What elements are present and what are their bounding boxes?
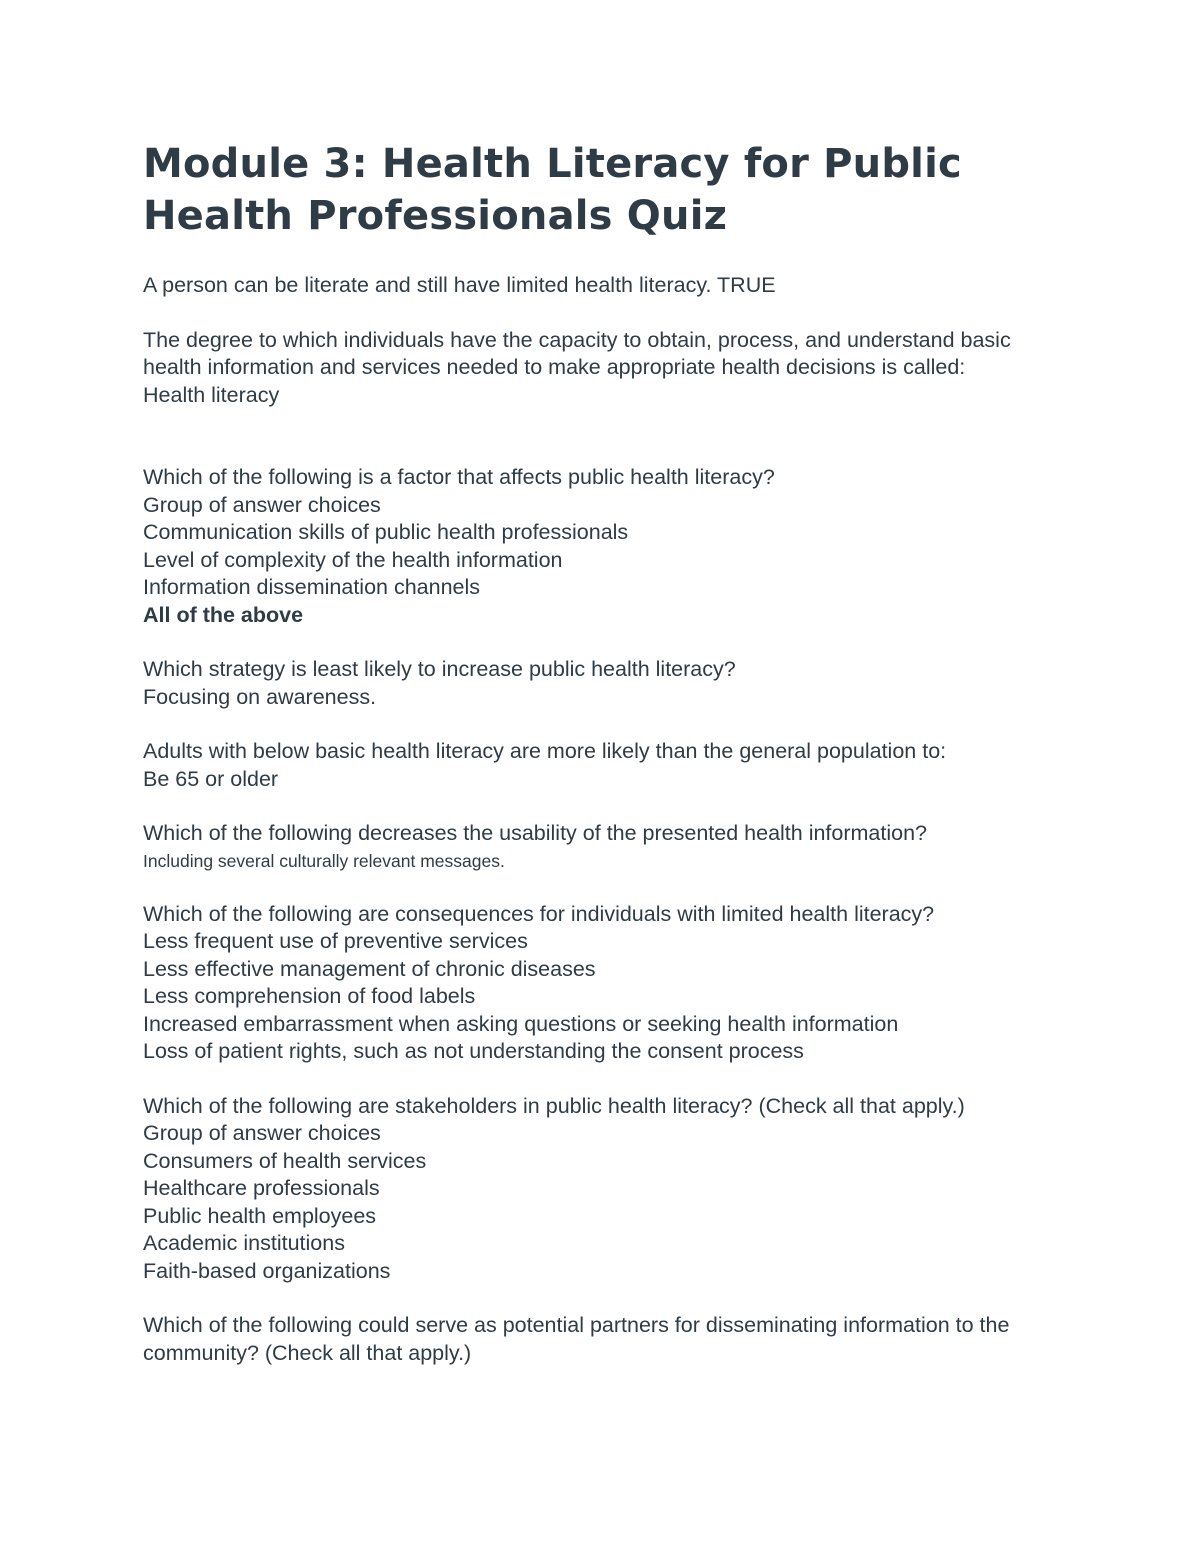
question-6-answer: Including several culturally relevant messages.	[143, 850, 505, 871]
question-8-choice: Healthcare professionals	[143, 1176, 380, 1200]
question-3-answer: All of the above	[143, 602, 304, 627]
question-5-answer: Be 65 or older	[143, 766, 279, 791]
question-8-choice: Group of answer choices	[143, 1121, 381, 1145]
question-1-text: A person can be literate and still have limited health literacy. TRUE	[143, 273, 776, 297]
question-7-choice: Loss of patient rights, such as not understanding the consent process	[143, 1039, 804, 1063]
question-7-choice: Less effective management of chronic diseases	[143, 956, 596, 981]
question-9	[143, 1312, 1073, 1367]
question-7-choice: Less frequent use of preventive services	[143, 929, 528, 953]
document-page	[143, 138, 1073, 1394]
question-8-choice: Academic institutions	[143, 1231, 345, 1255]
question-7-choice: Increased embarrassment when asking questions or seeking health information	[143, 1011, 899, 1036]
question-4-text: Which strategy is least likely to increase public health literacy?	[143, 657, 736, 681]
question-2-answer: Health literacy	[143, 382, 280, 407]
question-5	[143, 738, 1073, 793]
document-title: Module 3: Health Literacy for Public Health Professionals Quiz	[143, 141, 962, 239]
question-8-choice: Consumers of health services	[143, 1148, 427, 1173]
question-6-text: Which of the following decreases the usability of the presented health information?	[143, 821, 928, 845]
question-8-choice: Faith-based organizations	[143, 1258, 391, 1283]
question-3	[143, 464, 1073, 629]
question-8-text: Which of the following are stakeholders in public health literacy? (Check all that apply.)	[143, 1093, 965, 1118]
question-8	[143, 1093, 1073, 1286]
question-3-choice: Communication skills of public health professionals	[143, 520, 629, 544]
question-9-text: Which of the following could serve as potential partners for disseminating information to the community? (Check all that apply.)	[143, 1313, 1010, 1365]
question-2	[143, 327, 1073, 410]
question-4-answer: Focusing on awareness.	[143, 684, 377, 709]
question-3-choice: Information dissemination channels	[143, 575, 481, 599]
question-5-text: Adults with below basic health literacy are more likely than the general population to:	[143, 739, 947, 763]
question-1	[143, 272, 1073, 300]
question-2-text: The degree to which individuals have the capacity to obtain, process, and understand basic health information and services needed to make appropriate health decisions is called:	[143, 327, 1011, 379]
question-3-text: Which of the following is a factor that affects public health literacy?	[143, 465, 775, 489]
question-7-text: Which of the following are consequences for individuals with limited health literacy?	[143, 901, 935, 926]
question-7-choice: Less comprehension of food labels	[143, 984, 476, 1008]
question-3-choice: Group of answer choices	[143, 492, 381, 517]
question-3-choice: Level of complexity of the health information	[143, 547, 563, 572]
question-4	[143, 656, 1073, 711]
question-6	[143, 820, 1073, 874]
question-7	[143, 901, 1073, 1066]
question-8-choice: Public health employees	[143, 1203, 377, 1228]
